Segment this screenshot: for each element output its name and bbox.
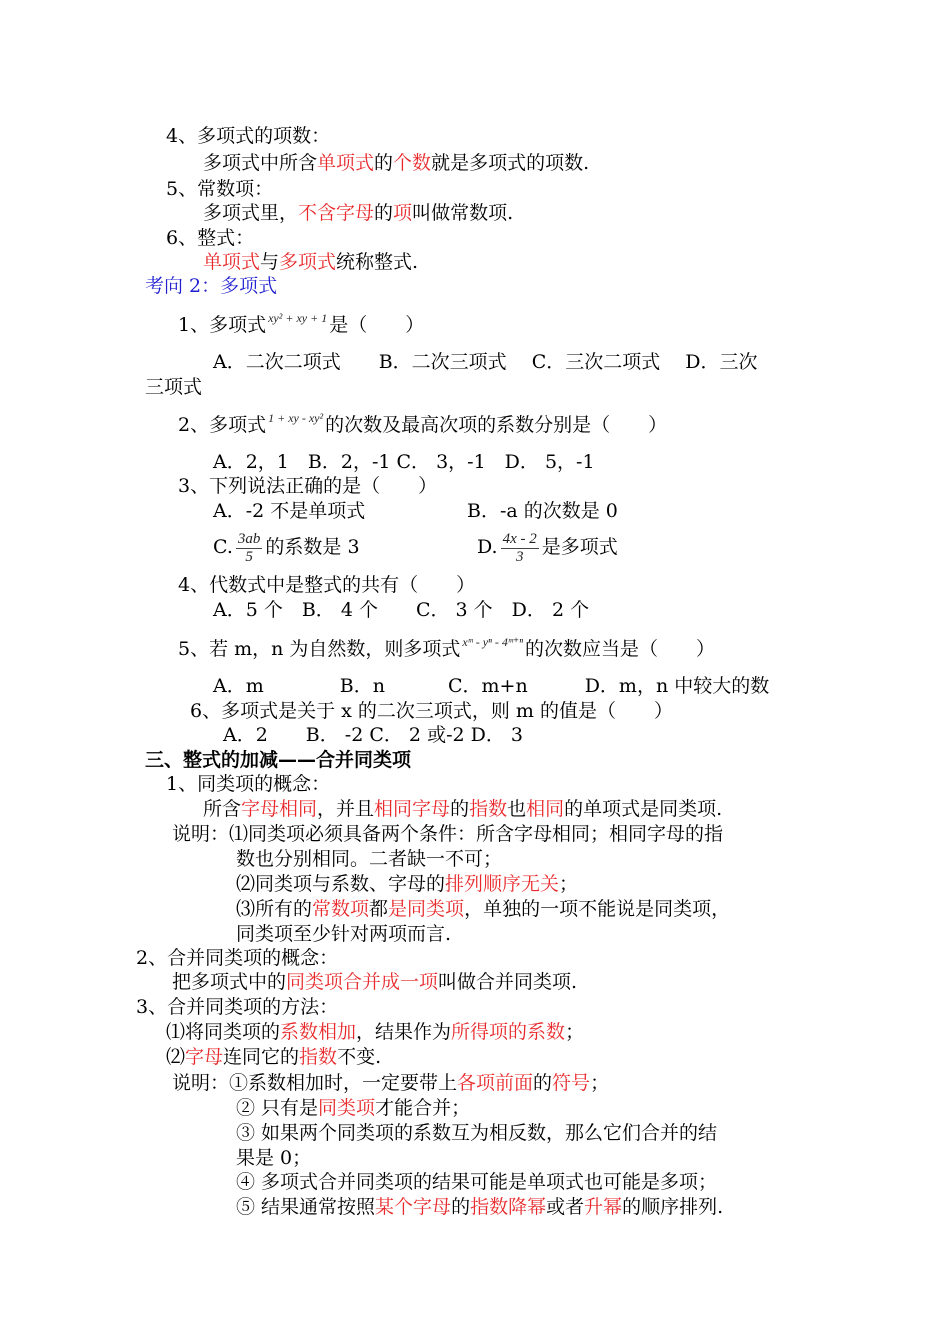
question-3: 3、下列说法正确的是（ ） xyxy=(178,475,438,497)
q4-options: A．5 个 B． 4 个 C． 3 个 D． 2 个 xyxy=(213,599,590,621)
q1-expression: xy² + xy + 1 xyxy=(268,311,328,325)
sec3-note-2: ⑵同类项与系数、字母的排列顺序无关； xyxy=(236,873,579,895)
sec3-p2-definition: 把多项式中的同类项合并成一项叫做合并同类项. xyxy=(172,971,578,993)
q2-options: A．2，1 B．2，-1 C． 3，-1 D． 5，-1 xyxy=(213,451,595,473)
question-4: 4、代数式中是整式的共有（ ） xyxy=(178,574,476,596)
kaoxiang-heading: 考向 2：多项式 xyxy=(145,275,278,297)
sec3-method-1: ⑴将同类项的系数相加，结果作为所得项的系数； xyxy=(166,1021,585,1043)
sec3-remark-1: 说明：①系数相加时，一定要带上各项前面的符号； xyxy=(172,1072,610,1094)
q3-option-a: A．-2 不是单项式 xyxy=(213,500,366,522)
q3-d-fraction: $\frac{4x - 2}{3}$ xyxy=(502,530,537,565)
sec3-note-3: ⑶所有的常数项都是同类项，单独的一项不能说是同类项， xyxy=(236,898,731,920)
sec3-note-3-cont: 同类项至少针对两项而言. xyxy=(236,923,452,945)
q5-options: A．m B．n C．m+n D．m，n 中较大的数 xyxy=(213,675,770,697)
q1-options: A．二次二项式 B．二次三项式 C．三次二项式 D．三次 xyxy=(213,351,758,373)
question-1: 1、多项式 $^{xy^2 + xy + 1}$ 是（ ） xyxy=(178,311,425,336)
sec3-remark-3: ③ 如果两个同类项的系数互为相反数，那么它们合并的结 xyxy=(236,1122,718,1144)
sec3-remark-5: ⑤ 结果通常按照某个字母的指数降幂或者升幂的顺序排列. xyxy=(236,1196,724,1218)
sec3-p2-title: 2、合并同类项的概念： xyxy=(136,947,339,969)
s6-title: 6、整式： xyxy=(166,227,255,249)
question-6: 6、多项式是关于 x 的二次三项式，则 m 的值是（ ） xyxy=(190,700,673,722)
q3-c-fraction: $\frac{3ab}{5}$ xyxy=(237,530,261,565)
s4-definition: 多项式中所含单项式的个数就是多项式的项数. xyxy=(203,152,590,174)
q5-expression: xᵐ - yⁿ - 4ᵐ⁺ⁿ xyxy=(462,635,523,649)
s4-title: 4、多项式的项数： xyxy=(166,125,331,147)
q3-option-d: D. $\frac{4x - 2}{3}$ 是多项式 xyxy=(477,530,618,565)
q6-options: A．2 B． -2 C． 2 或-2 D． 3 xyxy=(223,724,523,746)
q1-options-cont: 三项式 xyxy=(145,376,203,398)
question-5: 5、若 m，n 为自然数，则多项式 $^{xᵐ - y^n - 4ᵐ^{+n}}$ 的次数应当是（ ） xyxy=(178,635,715,660)
sec3-p3-title: 3、合并同类项的方法： xyxy=(136,996,339,1018)
sec3-remark-4: ④ 多项式合并同类项的结果可能是单项式也可能是多项； xyxy=(236,1171,718,1193)
sec3-p1-title: 1、同类项的概念： xyxy=(166,773,331,795)
sec3-note-1: 说明：⑴同类项必须具备两个条件：所含字母相同；相同字母的指 xyxy=(172,823,724,845)
q3-option-b: B．-a 的次数是 0 xyxy=(467,500,618,522)
sec3-remark-2: ② 只有是同类项才能合并； xyxy=(236,1097,471,1119)
sec3-remark-3-cont: 果是 0； xyxy=(236,1147,312,1169)
question-2: 2、多项式 $^{1 + xy - xy^2}$ 的次数及最高次项的系数分别是（ ） xyxy=(178,411,668,436)
sec3-method-2: ⑵字母连同它的指数不变. xyxy=(166,1046,382,1068)
q2-expression: 1 + xy - xy² xyxy=(268,411,324,425)
section-3-heading: 三、整式的加减——合并同类项 xyxy=(145,749,412,771)
s6-definition: 单项式与多项式统称整式. xyxy=(203,251,419,273)
sec3-note-1-cont: 数也分别相同。二者缺一不可； xyxy=(236,848,503,870)
s5-definition: 多项式里，不含字母的项叫做常数项. xyxy=(203,202,514,224)
s5-title: 5、常数项： xyxy=(166,178,274,200)
sec3-p1-definition: 所含字母相同，并且相同字母的指数也相同的单项式是同类项. xyxy=(203,798,723,820)
q3-option-c: C. $\frac{3ab}{5}$ 的系数是 3 xyxy=(213,530,360,565)
